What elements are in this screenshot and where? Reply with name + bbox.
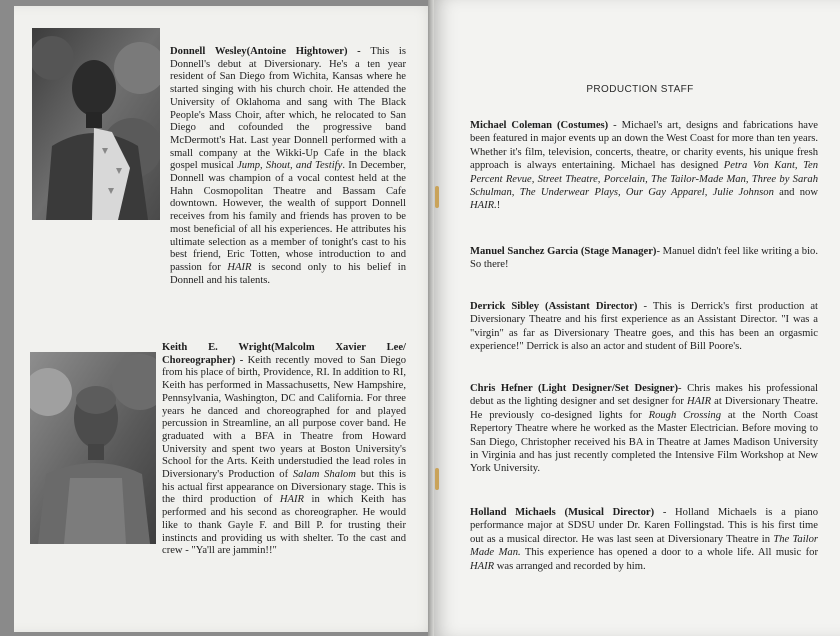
chris-text-3: at the North Coast Repertory Theatre where he worked as the Master Electrician. Before moving to San Diego, Christopher received his BA in Theatre at James Madison University in Virginia and has just recently completed the Intensive Film Workshop at New York University. [470,409,818,475]
michael-text-1: - Michael's art, designs and fabrications have been featured in major events up an down the West Coast for more than ten years. Whether it's film, television, concerts, theatre, or charity events, his unique fresh approach is always entertaining. Michael has designed [470,120,818,172]
holland-name: Holland Michaels (Musical Director) [470,507,655,518]
donnell-show-title: Jump, Shout, and Testify [237,160,343,172]
michael-name: Michael Coleman (Costumes) [470,120,609,131]
donnell-photo [32,28,160,220]
chris-text-2: at Diversionary Theatre. He previously co-designed lights for [470,396,818,421]
derrick-name: Derrick Sibley (Assistant Director) [470,301,638,312]
chris-text-1: - Chris makes his professional debut as the lighting designer and set designer for [470,383,818,408]
michael-titles: Petra Von Kant, Ten Percent Revue, Street Theatre, Porcelain, The Tailor-Made Man, Three by Sarah Schulman, The Underwear Plays, Our Gay Apparel, Julie Johnson [470,160,818,199]
production-staff-heading: PRODUCTION STAFF [586,84,694,95]
michael-text-2: and now [773,187,818,199]
michael-hair-title: HAIR. [470,200,497,212]
holland-tailor-title: The Tailor Made Man. [470,533,819,559]
staple-bottom [435,468,439,490]
keith-hair-title: HAIR [279,494,304,506]
keith-bio-text-3: in which Keith has performed and his second as choreographer. He would like to thank Gayle F. and Bill P. for trusting their instincts and providing us with shelter. To the cast and crew - "Ya'll are jammin!!" [162,494,406,557]
donnell-bio-text-3: is second only to his belief in Donnell and his talents. [170,261,406,286]
chris-hair-title: HAIR [686,396,712,408]
holland-entry [470,506,818,573]
keith-photo [30,352,156,544]
manuel-text: - Manuel didn't feel like writing a bio. So there! [470,246,818,271]
book-gutter [428,0,434,636]
chris-name: Chris Hefner (Light Designer/Set Designer) [470,383,679,394]
donnell-bio-text-2: . In December, Donnell was champion of a vocal contest held at the Hahn Cosmopolitan Theatre and Bassam Cafe downtown. However, the wealth of support Donnell receives from his family and friends has proven to be most beneficial of all his experiences. He attributes his ultimate selection as a member of tonight's cast to his best friend, Eric Totten, whose introduction to and passion for [170,160,406,273]
keith-portrait-image [30,352,156,544]
staple-top [435,186,439,208]
manuel-name: Manuel Sanchez Garcia (Stage Manager) [470,246,657,257]
donnell-hair-title: HAIR [227,261,252,273]
chris-rough-title: Rough Crossing [648,409,722,421]
holland-text-3: was arranged and recorded by him. [494,560,646,572]
donnell-name: Donnell Wesley(Antoine Hightower) - [170,46,371,57]
donnell-portrait-image [32,28,160,220]
donnell-bio-text-1: This is Donnell's debut at Diversionary. He's a ten year resident of San Diego from Wichita, Kansas where he started singing with his church choir. He attended the University of Oklahoma and sang with The Black People's Mass Choir, after which, he relocated to San Diego and cofounded the progressive band McDermott's Hat. Last year Donnell performed with a small company at the Wikki-Up Cafe in the black gospel musical [170,46,406,172]
keith-name: Keith E. Wright(Malcolm Xavier Lee/ Choreographer) - [162,342,406,366]
keith-bio-text-2: but this is his actual first appearance on Diversionary stage. This is the third production of [162,469,407,506]
holland-text-1: - Holland Michaels is a piano performance major at SDSU under Dr. Karen Follingstad. This is his first time out as a musical director. He was last seen at Diversionary Theatre in [470,507,819,545]
holland-hair-title: HAIR [470,560,495,572]
michael-text-3: ! [496,200,501,212]
keith-salam-title: Salam Shalom [292,469,356,481]
keith-bio [162,342,406,558]
donnell-bio [170,46,406,287]
michael-entry [470,119,818,213]
chris-entry [470,382,818,476]
manuel-entry [470,245,818,272]
derrick-text: - This is Derrick's first production at Diversionary Theatre and his first experience as an Assistant Director. "I was a "virgin" as far as Diversionary Theatre goes, and this has been an orgasmic experience!" Derrick is also an actor and student of Bill Poore's. [470,301,818,353]
keith-bio-text-1: Keith recently moved to San Diego from his place of birth, Providence, RI. In addition to RI, Keith has performed in Massachusetts, New Hampshire, Pennsylvania, Washington, DC and California. For three years he danced and choreographed for and played percussion in Streamline, an all purpose cover band. He graduated with a BFA in Theatre from Howard University and spent two years at Boston University's School for the Arts. Keith understudied the lead roles in Diversionary's Production of [162,354,407,481]
holland-text-2: This experience has opened a door to a whole life. All music for [520,547,818,559]
derrick-entry [470,300,818,354]
